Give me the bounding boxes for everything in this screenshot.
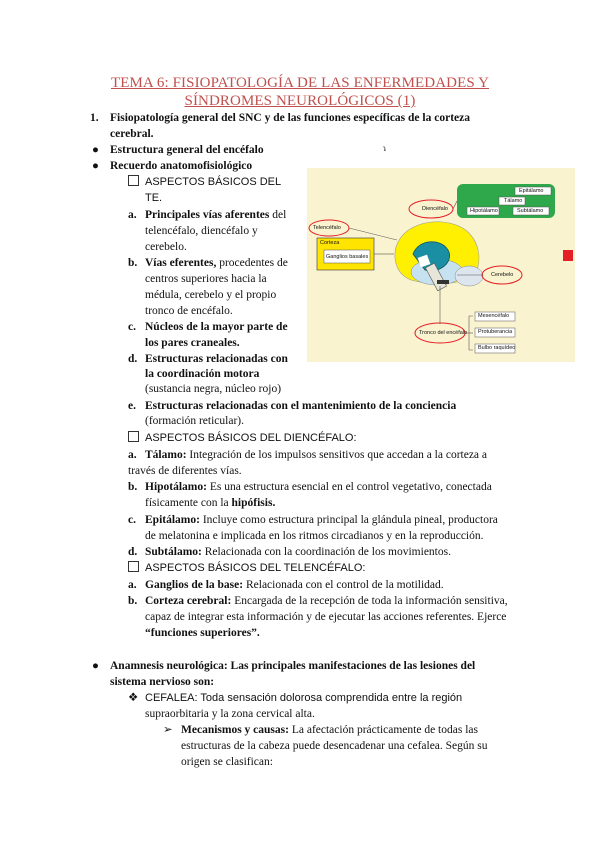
- bullet-icon: ●: [92, 144, 99, 156]
- diagram-label-tronco: Tronco del encéfalo: [419, 330, 468, 336]
- te-item-b-line: médula, cerebelo y el propio: [145, 289, 277, 301]
- bullet-recuerdo: Recuerdo anatomofisiológico: [110, 160, 253, 172]
- te-item-e-line: (formación reticular).: [145, 415, 244, 427]
- list-label: d.: [128, 546, 138, 558]
- list-label: b.: [128, 481, 138, 493]
- bullet-icon: ●: [92, 160, 99, 172]
- list-label: a.: [128, 579, 137, 591]
- te-heading: ASPECTOS BÁSICOS DEL: [128, 175, 281, 190]
- diagram-label-cerebelo: Cerebelo: [491, 272, 514, 278]
- list-label: c.: [128, 514, 136, 526]
- bullet-icon: ●: [92, 660, 99, 672]
- diagram-label-subtalamo: Subtálamo: [517, 208, 544, 214]
- te-item-c-line: los pares craneales.: [145, 337, 240, 349]
- diagram-label-bulbo: Bulbo raquídeo: [478, 345, 516, 351]
- te-item-e: Estructuras relacionadas con el mantenimiento de la conciencia: [145, 400, 457, 412]
- tel-item-b: Corteza cerebral: Encargada de la recepción de toda la información sensitiva,: [145, 595, 508, 607]
- di-item-c: Epitálamo: Incluye como estructura principal la glándula pineal, productora: [145, 514, 498, 526]
- te-item-d: Estructuras relacionadas con: [145, 353, 288, 365]
- diagram-label-mesencefalo: Mesencéfalo: [478, 313, 510, 319]
- tel-item-a: Ganglios de la base: Relacionada con el control de la motilidad.: [145, 579, 444, 591]
- diamond-bullet-icon: ❖: [128, 692, 139, 704]
- checkbox-icon: [128, 561, 139, 572]
- te-heading-cont: TE.: [145, 192, 163, 204]
- tel-heading: ASPECTOS BÁSICOS DEL TELENCÉFALO:: [128, 561, 365, 576]
- te-item-c: Núcleos de la mayor parte de: [145, 321, 288, 333]
- te-item-b-line: tronco de encéfalo.: [145, 305, 233, 317]
- di-item-c-line: de melatonina e implicada en los ritmos circadianos y en la reproducción.: [145, 530, 484, 542]
- diagram-label-protuberancia: Protuberancia: [478, 329, 513, 335]
- te-item-b-line: centros superiores hacia la: [145, 273, 267, 285]
- te-item-d-line: (sustancia negra, núcleo rojo): [145, 383, 282, 395]
- mecanismos-line: origen se clasifican:: [181, 756, 273, 768]
- te-item-a-line: telencéfalo, diencéfalo y: [145, 225, 258, 237]
- diagram-label-corteza: Corteza: [320, 240, 340, 246]
- list-label: c.: [128, 321, 136, 333]
- checkbox-icon: [128, 175, 139, 186]
- encephalon-diagram: [307, 168, 575, 362]
- diagram-label-hipotalamo: Hipotálamo: [470, 208, 498, 214]
- red-marker: [563, 250, 573, 261]
- section-heading-line1: Fisiopatología general del SNC y de las funciones específicas de la corteza: [110, 112, 470, 124]
- di-heading: ASPECTOS BÁSICOS DEL DIENCÉFALO:: [128, 431, 357, 446]
- bullet-encefalo: Estructura general del encéfalo: [110, 144, 264, 156]
- section-heading-line2: cerebral.: [110, 128, 154, 140]
- anamnesis-heading: Anamnesis neurológica: Las principales manifestaciones de las lesiones del: [110, 660, 476, 672]
- di-item-a: Tálamo: Integración de los impulsos sensitivos que accedan a la corteza a: [145, 449, 488, 461]
- te-item-a: Principales vías aferentes del: [145, 209, 287, 221]
- di-item-b-line: físicamente con la hipófisis.: [145, 497, 276, 509]
- diagram-label-telencefalo: Telencéfalo: [313, 225, 341, 231]
- cefalea-def-line: supraorbitaria y la zona cervical alta.: [145, 708, 315, 720]
- di-item-a-line: través de diferentes vías.: [128, 465, 242, 477]
- cursor-mark-icon: ɿ: [383, 143, 386, 153]
- arrow-bullet-icon: ➢: [163, 724, 173, 736]
- doc-title-line1: TEMA 6: FISIOPATOLOGÍA DE LAS ENFERMEDADES Y: [110, 75, 490, 91]
- di-item-d: Subtálamo: Relacionada con la coordinación de los movimientos.: [145, 546, 451, 558]
- doc-title-line2: SÍNDROMES NEUROLÓGICOS (1): [184, 93, 416, 109]
- tel-item-b-line: capaz de integrar esta información y de ejecutar las acciones referentes. Ejerce: [145, 611, 507, 623]
- mecanismos-item: Mecanismos y causas: La afectación prácticamente de todas las: [181, 724, 478, 736]
- list-label: d.: [128, 353, 138, 365]
- diagram-label-diencefalo: Diencéfalo: [422, 206, 448, 212]
- diagram-label-epitalamo: Epitálamo: [519, 188, 544, 194]
- te-item-a-line: cerebelo.: [145, 241, 187, 253]
- list-label: a.: [128, 209, 137, 221]
- section-number: 1.: [90, 112, 99, 124]
- list-label: b.: [128, 257, 138, 269]
- cefalea-def: CEFALEA: Toda sensación dolorosa comprendida entre la región: [145, 692, 463, 704]
- list-label: a.: [128, 449, 137, 461]
- diagram-label-talamo: Tálamo: [504, 198, 523, 204]
- list-label: e.: [128, 400, 136, 412]
- diagram-label-ganglios: Ganglios basales: [326, 254, 369, 260]
- mecanismos-line: estructuras de la cabeza puede desencadenar una cefalea. Según su: [181, 740, 488, 752]
- di-item-b: Hipotálamo: Es una estructura esencial en el control vegetativo, conectada: [145, 481, 492, 493]
- checkbox-icon: [128, 431, 139, 442]
- tel-item-b-line: “funciones superiores”.: [145, 627, 260, 639]
- list-label: b.: [128, 595, 138, 607]
- te-item-d-line: la coordinación motora: [145, 368, 260, 380]
- anamnesis-heading-line: sistema nervioso son:: [110, 676, 215, 688]
- te-item-b: Vías eferentes, procedentes de: [145, 257, 288, 269]
